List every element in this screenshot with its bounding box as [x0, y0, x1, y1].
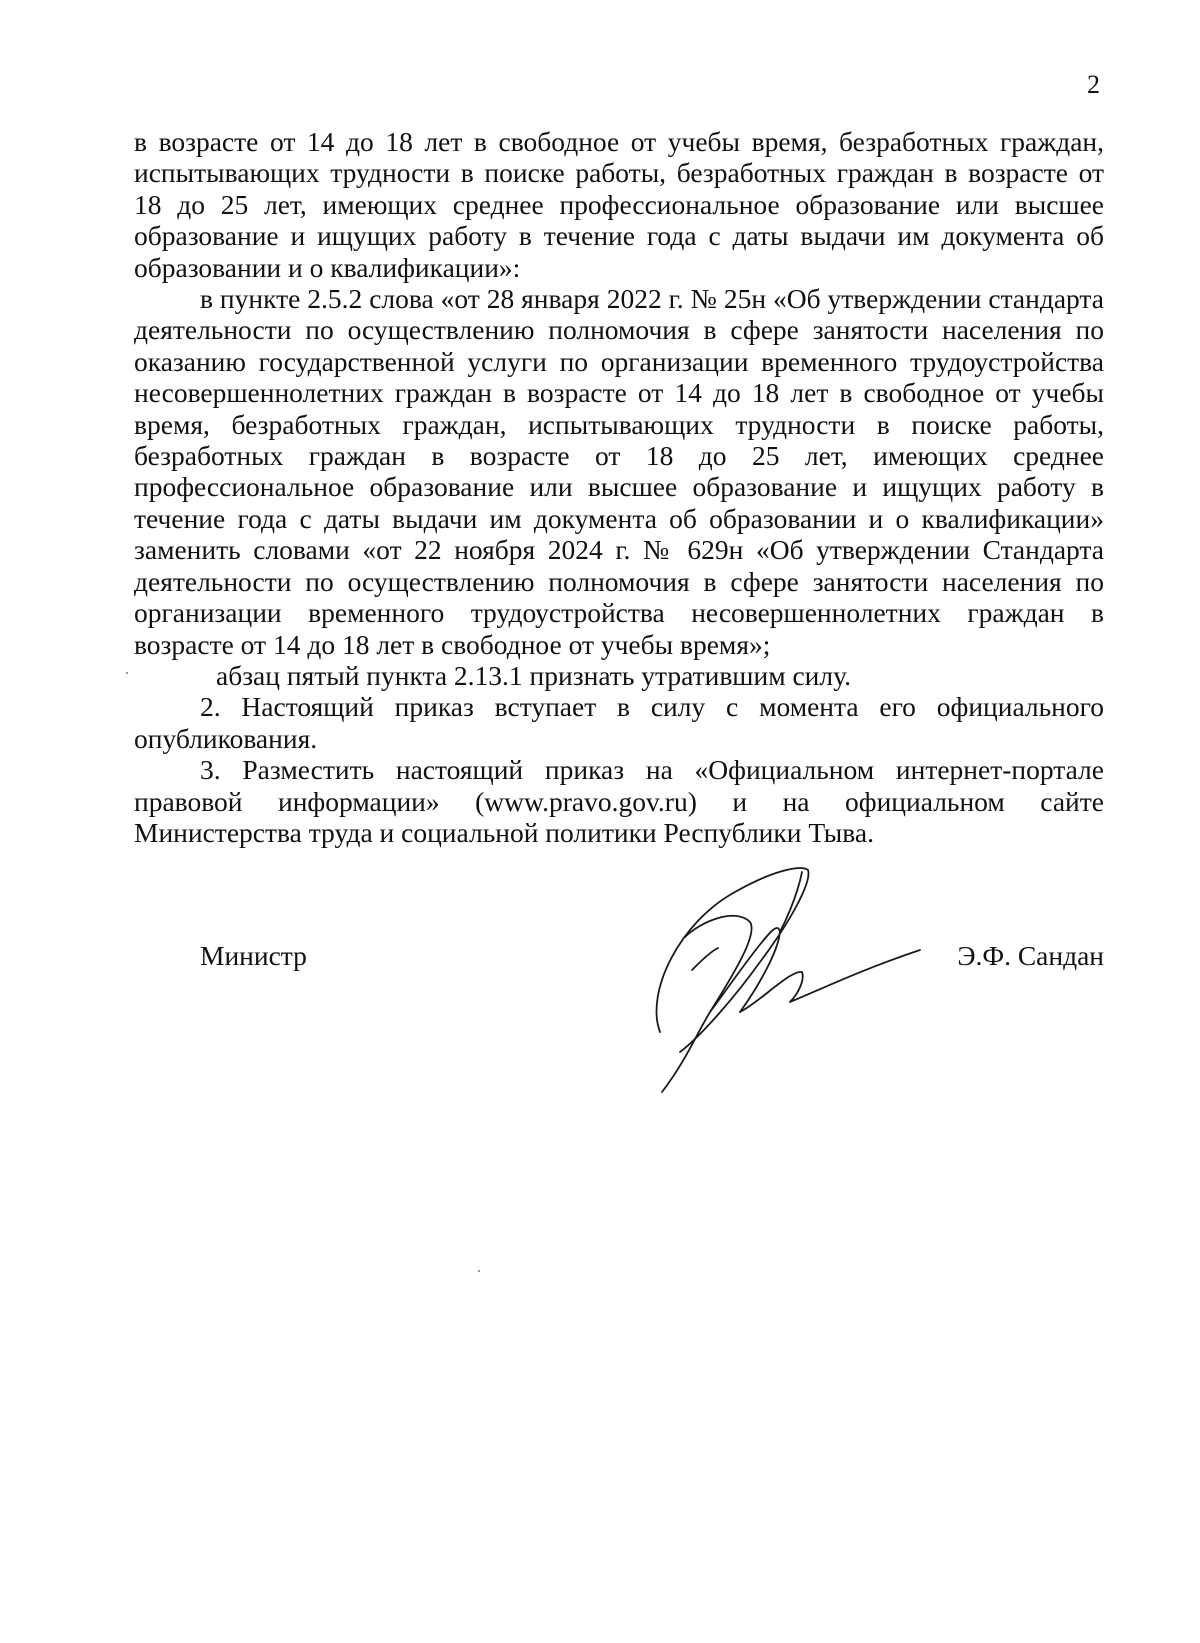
handwritten-signature: [640, 852, 930, 1102]
paragraph-publication: 3. Разместить настоящий приказ на «Официальном интернет-портале правовой информации» (www.pravo.gov.ru) и на официальном сайте Министерства труда и социальной политики Республики Тыва.: [134, 754, 1104, 848]
paragraph-continuation: в возрасте от 14 до 18 лет в свободное от учебы время, безработных граждан, испытывающих трудности в поиске работы, безработных граждан в возрасте от 18 до 25 лет, имеющих среднее профессиональное образование или высшее образование и ищущих работу в течение года с даты выдачи им документа об образовании и о квалификации»:: [134, 126, 1104, 283]
signer-position: Министр: [200, 940, 307, 971]
paragraph-amendment-2-5-2: в пункте 2.5.2 слова «от 28 января 2022 г. № 25н «Об утверждении стандарта деятельности по осуществлению полномочия в сфере занятости населения по оказанию государственной услуги по организации временного трудоустройства несовершеннолетних граждан в возрасте от 14 до 18 лет в свободное от учебы время, безработных граждан, испытывающих трудности в поиске работы, безработных граждан в возрасте от 18 до 25 лет, имеющих среднее профессиональное образование или высшее образование и ищущих работу в течение года с даты выдачи им документа об образовании и о квалификации» заменить словами «от 22 ноября 2024 г. № 629н «Об утверждении Стандарта деятельности по осуществлению полномочия в сфере занятости населения по организации временного трудоустройства несовершеннолетних граждан в возрасте от 14 до 18 лет в свободное от учебы время»;: [134, 283, 1104, 660]
signer-name: Э.Ф. Сандан: [957, 940, 1104, 971]
page-number: 2: [1087, 70, 1100, 99]
document-body: [134, 126, 1104, 848]
scan-speck: [126, 672, 128, 674]
paragraph-amendment-2-13-1: абзац пятый пункта 2.13.1 признать утратившим силу.: [216, 659, 851, 691]
paragraph-effective-date: 2. Настоящий приказ вступает в силу с момента его официального опубликования.: [134, 691, 1104, 754]
scan-speck: [478, 1270, 480, 1272]
signature-block: [0, 940, 1200, 980]
